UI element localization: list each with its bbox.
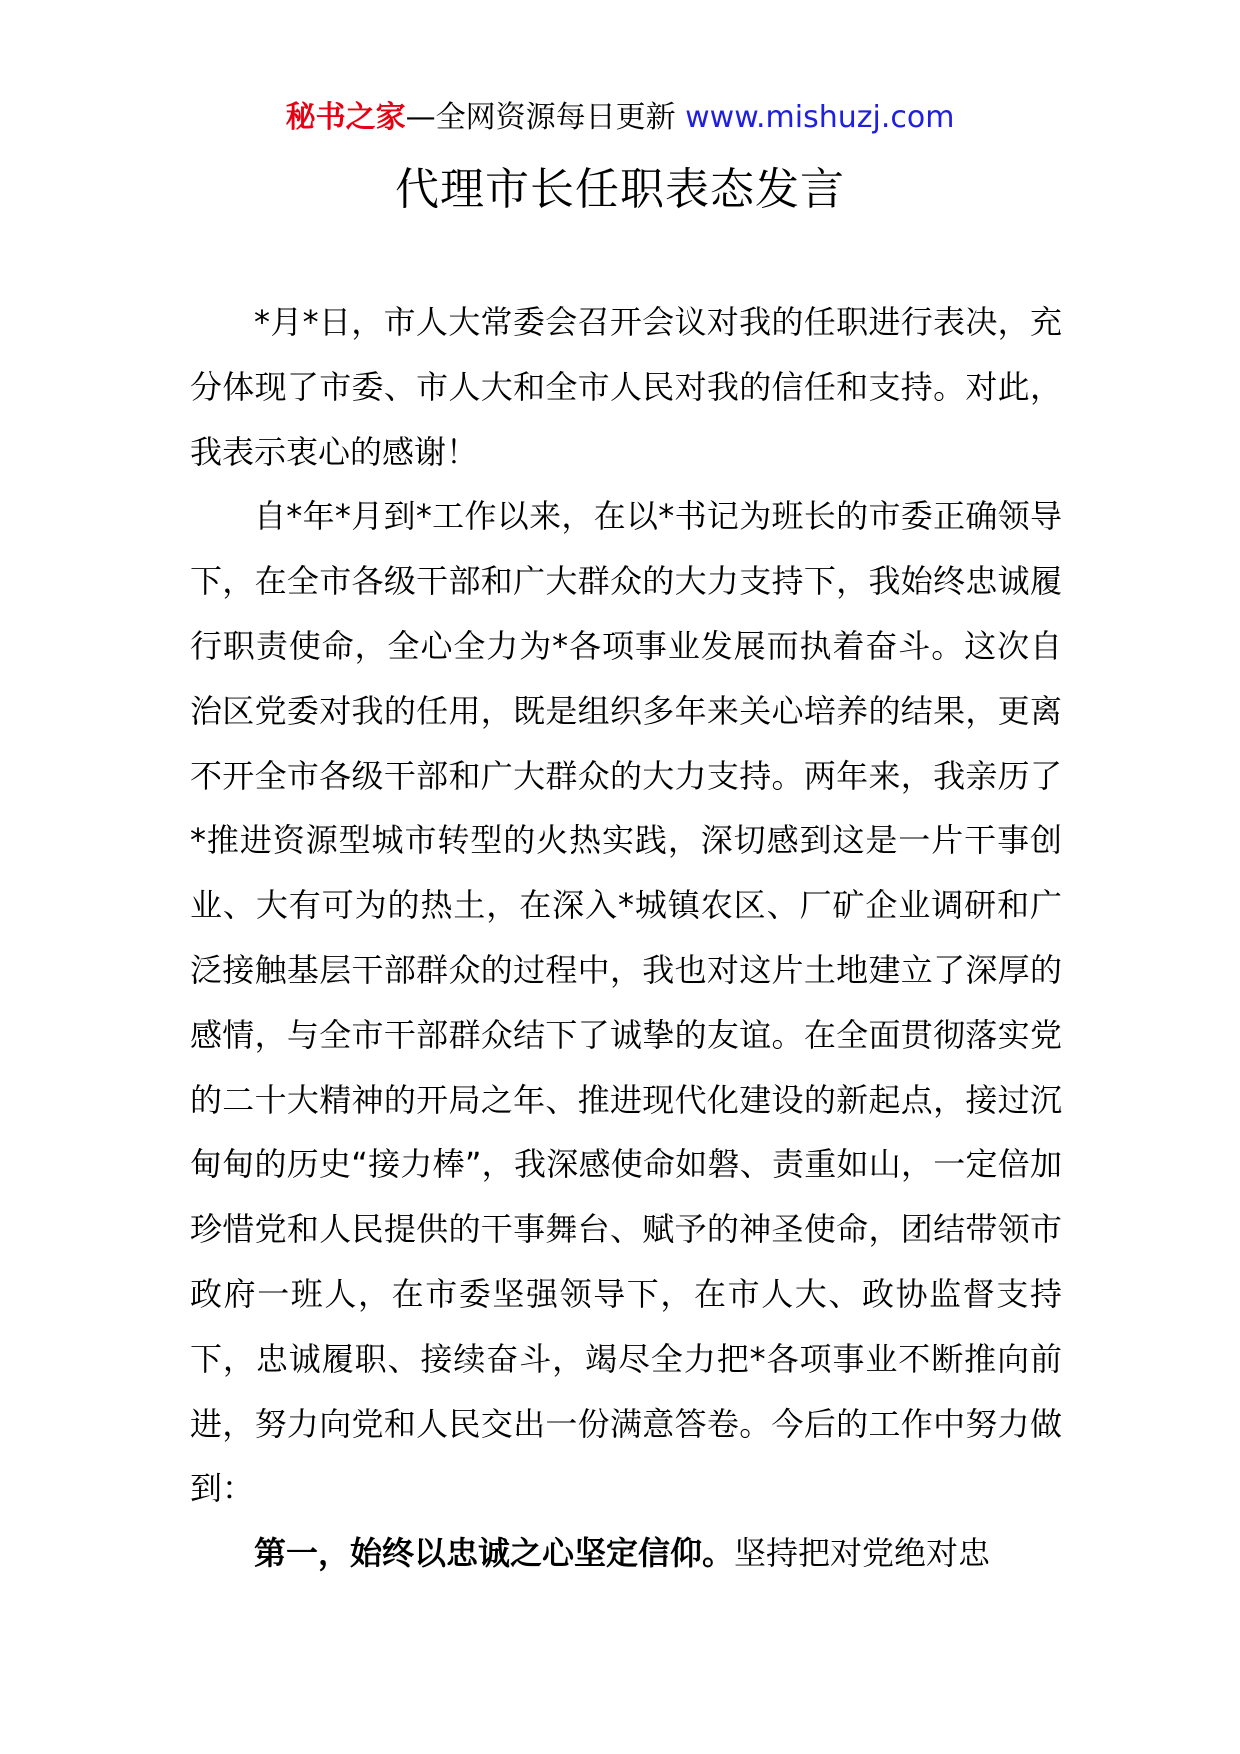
brand-name: 秘书之家 — [285, 100, 406, 135]
header-slogan: —全网资源每日更新 — [405, 100, 686, 135]
site-header — [0, 98, 1240, 138]
paragraph-1: *月*日，市人大常委会召开会议对我的任职进行表决，充分体现了市委、市人大和全市人民对我的信任和支持。对此，我表示衷心的感谢！ — [190, 303, 1062, 471]
document-title: 代理市长任职表态发言 — [395, 164, 845, 215]
point-1-text: 坚持把对党绝对忠 — [734, 1534, 991, 1573]
paragraph-2: 自*年*月到*工作以来，在以*书记为班长的市委正确领导下，在全市各级干部和广大群众的大力支持下，我始终忠诚履行职责使命，全心全力为*各项事业发展而执着奋斗。这次自治区党委对我的任用，既是组织多年来关心培养的结果，更离不开全市各级干部和广大群众的大力支持。两年来，我亲历了*推进资源型城市转型的火热实践，深切感到这是一片干事创业、大有可为的热土，在深入*城镇农区、厂矿企业调研和广泛接触基层干部群众的过程中，我也对这片土地建立了深厚的感情，与全市干部群众结下了诚挚的友谊。在全面贯彻落实党的二十大精神的开局之年、推进现代化建设的新起点，接过沉甸甸的历史“接力棒”，我深感使命如磐、责重如山，一定倍加珍惜党和人民提供的干事舞台、赋予的神圣使命，团结带领市政府一班人，在市委坚强领导下，在市人大、政协监督支持下，忠诚履职、接续奋斗，竭尽全力把*各项事业不断推向前进，努力向党和人民交出一份满意答卷。今后的工作中努力做到： — [190, 497, 1062, 1508]
paragraph-3 — [190, 1521, 1062, 1586]
site-url-link[interactable]: www.mishuzj.com — [685, 100, 955, 135]
point-1-lead: 第一，始终以忠诚之心坚定信仰。 — [254, 1534, 735, 1573]
document-body — [190, 290, 1062, 1586]
